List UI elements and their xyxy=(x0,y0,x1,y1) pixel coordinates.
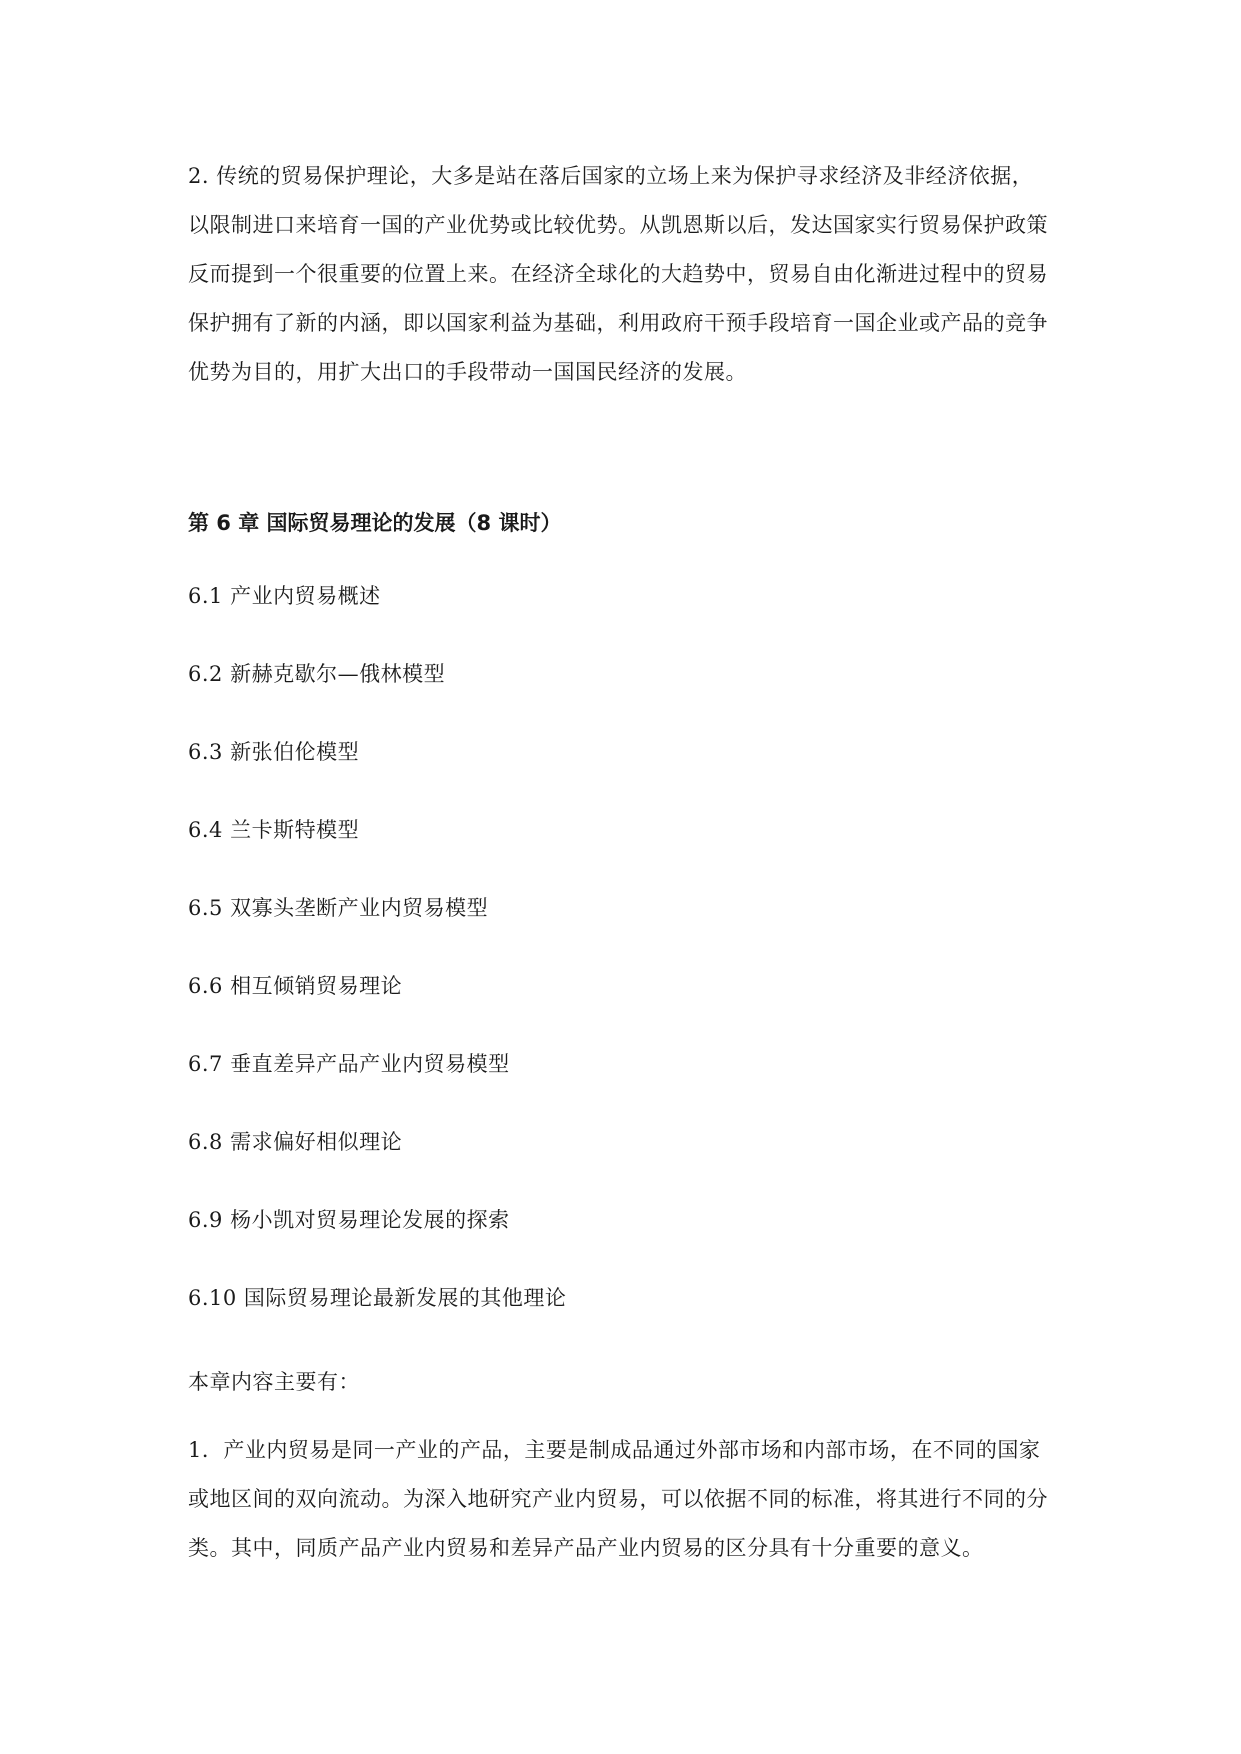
section-item: 6.1 产业内贸易概述 xyxy=(188,584,381,608)
section-item: 6.8 需求偏好相似理论 xyxy=(188,1130,403,1154)
paragraph-line: 保护拥有了新的内涵，即以国家利益为基础，利用政府干预手段培育一国企业或产品的竞争 xyxy=(188,311,1048,335)
section-item: 6.4 兰卡斯特模型 xyxy=(188,818,360,842)
paragraph-line: 类。其中，同质产品产业内贸易和差异产品产业内贸易的区分具有十分重要的意义。 xyxy=(188,1536,984,1560)
paragraph-line: 1．产业内贸易是同一产业的产品，主要是制成品通过外部市场和内部市场，在不同的国家 xyxy=(188,1438,1041,1462)
chapter-title: 第 6 章 国际贸易理论的发展（8 课时） xyxy=(188,511,562,535)
paragraph-intra-industry-trade xyxy=(188,1426,1060,1573)
section-item: 6.9 杨小凯对贸易理论发展的探索 xyxy=(188,1208,510,1232)
chapter-intro: 本章内容主要有： xyxy=(188,1370,360,1394)
section-item: 6.3 新张伯伦模型 xyxy=(188,740,360,764)
section-item: 6.2 新赫克歇尔—俄林模型 xyxy=(188,662,446,686)
paragraph-line: 反而提到一个很重要的位置上来。在经济全球化的大趋势中，贸易自由化渐进过程中的贸易 xyxy=(188,262,1048,286)
paragraph-trade-protection xyxy=(188,152,1060,397)
section-item: 6.5 双寡头垄断产业内贸易模型 xyxy=(188,896,489,920)
paragraph-line: 优势为目的，用扩大出口的手段带动一国国民经济的发展。 xyxy=(188,360,747,384)
section-item: 6.7 垂直差异产品产业内贸易模型 xyxy=(188,1052,510,1076)
section-item: 6.10 国际贸易理论最新发展的其他理论 xyxy=(188,1286,567,1310)
section-item: 6.6 相互倾销贸易理论 xyxy=(188,974,403,998)
paragraph-line: 2. 传统的贸易保护理论，大多是站在落后国家的立场上来为保护寻求经济及非经济依据， xyxy=(188,164,1034,188)
paragraph-line: 以限制进口来培育一国的产业优势或比较优势。从凯恩斯以后，发达国家实行贸易保护政策 xyxy=(188,213,1048,237)
paragraph-line: 或地区间的双向流动。为深入地研究产业内贸易，可以依据不同的标准，将其进行不同的分 xyxy=(188,1487,1048,1511)
section-list xyxy=(188,581,566,1361)
